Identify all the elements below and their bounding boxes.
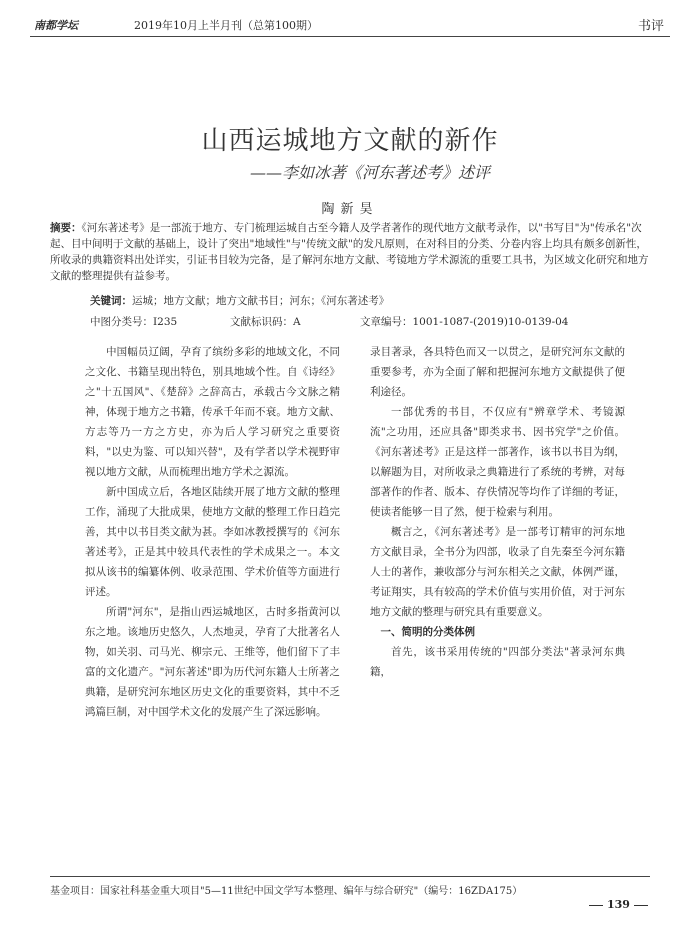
footnote: 基金项目：国家社科基金重大项目"5—11世纪中国文学写本整理、编年与综合研究"（编号：16ZDA175） <box>50 876 650 897</box>
body-column-left <box>85 342 340 722</box>
document-code: 文献标识码：A <box>230 316 301 328</box>
body-paragraph: 概言之，《河东著述考》是一部考订精审的河东地方文献目录，全书分为四部，收录了自先秦至今河东籍人士的著作，兼收部分与河东相关之文献，体例严谨，考证翔实，具有较高的学术价值与实用价值，对于河东地方文献的整理与研究具有重要意义。 <box>370 526 625 618</box>
body-paragraph: 首先，该书采用传统的"四部分类法"著录河东典籍， <box>370 646 625 678</box>
class-number: 中图分类号：I235 <box>90 316 178 328</box>
page-number: 139 <box>585 898 652 911</box>
abstract-label: 摘要： <box>50 222 82 234</box>
keywords-label: 关键词： <box>90 295 132 307</box>
article-number: 文章编号：1001-1087-(2019)10-0139-04 <box>360 316 569 328</box>
body-paragraph: 中国幅员辽阔，孕育了缤纷多彩的地域文化，不同之文化、书籍呈现出特色，别具地域个性。自《诗经》之"十五国风"、《楚辞》之辞高古，承载古今文脉之精神，体现于地方之书籍，传承千年而不衰。地方文献、方志等乃一方之方史，亦为后人学习研究之重要资料，"以史为鉴、可以知兴替"，及有学者以学术视野审视以地方文献，从而梳理出地方学术之源流。 <box>85 346 340 478</box>
article-author: 陶新昊 <box>321 202 379 217</box>
keywords-text: 运城；地方文献；地方文献书目；河东；《河东著述考》 <box>132 295 390 307</box>
abstract-text: 《河东著述考》是一部流于地方、专门梳理运城自古至今籍人及学者著作的现代地方文献考录作，以"书写目"为"传承名"次起、目中间明于文献的基础上，设计了突出"地域性"与"传统文献"的发凡原则，在对科目的分类、分卷内容上均具有颇多创新性，所收录的典籍资料出处详实，引证书目较为完备，是了解河东地方文献、考镜地方学术源流的重要工具书，为区域文化研究和地方文献的整理提供有益参考。 <box>50 222 649 282</box>
body-column-right <box>370 342 625 682</box>
issue-info: 2019年10月上半月刊（总第100期） <box>134 19 318 32</box>
journal-name: 南都学坛 <box>34 19 78 32</box>
article-subtitle: ——李如冰著《河东著述考》述评 <box>250 163 491 182</box>
body-paragraph: 新中国成立后，各地区陆续开展了地方文献的整理工作，涌现了大批成果，使地方文献的整理工作日趋完善，其中以书目类文献为甚。李如冰教授撰写的《河东著述考》，正是其中较具代表性的学术成果之一。本文拟从该书的编纂体例、收录范围、学术价值等方面进行评述。 <box>85 486 340 598</box>
body-paragraph: 所谓"河东"，是指山西运城地区，古时多指黄河以东之地。该地历史悠久，人杰地灵，孕育了大批著名人物，如关羽、司马光、柳宗元、王维等，他们留下了丰富的文化遗产。"河东著述"即为历代河东籍人士所著之典籍，是研究河东地区历史文化的重要资料，其中不乏鸿篇巨制，对中国学术文化的发展产生了深远影响。 <box>85 606 340 718</box>
body-paragraph: 一部优秀的书目，不仅应有"辨章学术、考镜源流"之功用，还应具备"即类求书、因书究学"之价值。《河东著述考》正是这样一部著作，该书以书目为纲，以解题为目，对所收录之典籍进行了系统的考辨，对每部著作的作者、版本、存佚情况等均作了详细的考证，使读者能够一目了然，便于检索与利用。 <box>370 406 625 518</box>
article-title: 山西运城地方文献的新作 <box>201 126 499 156</box>
section-label: 书评 <box>637 19 664 34</box>
section-heading: 一、简明的分类体例 <box>380 626 475 638</box>
abstract <box>50 220 650 284</box>
keywords <box>90 293 650 309</box>
running-header <box>30 12 670 37</box>
body-paragraph: 录目著录，各具特色而又一以贯之，是研究河东文献的重要参考，亦为全面了解和把握河东地方文献提供了便利途径。 <box>370 346 625 398</box>
